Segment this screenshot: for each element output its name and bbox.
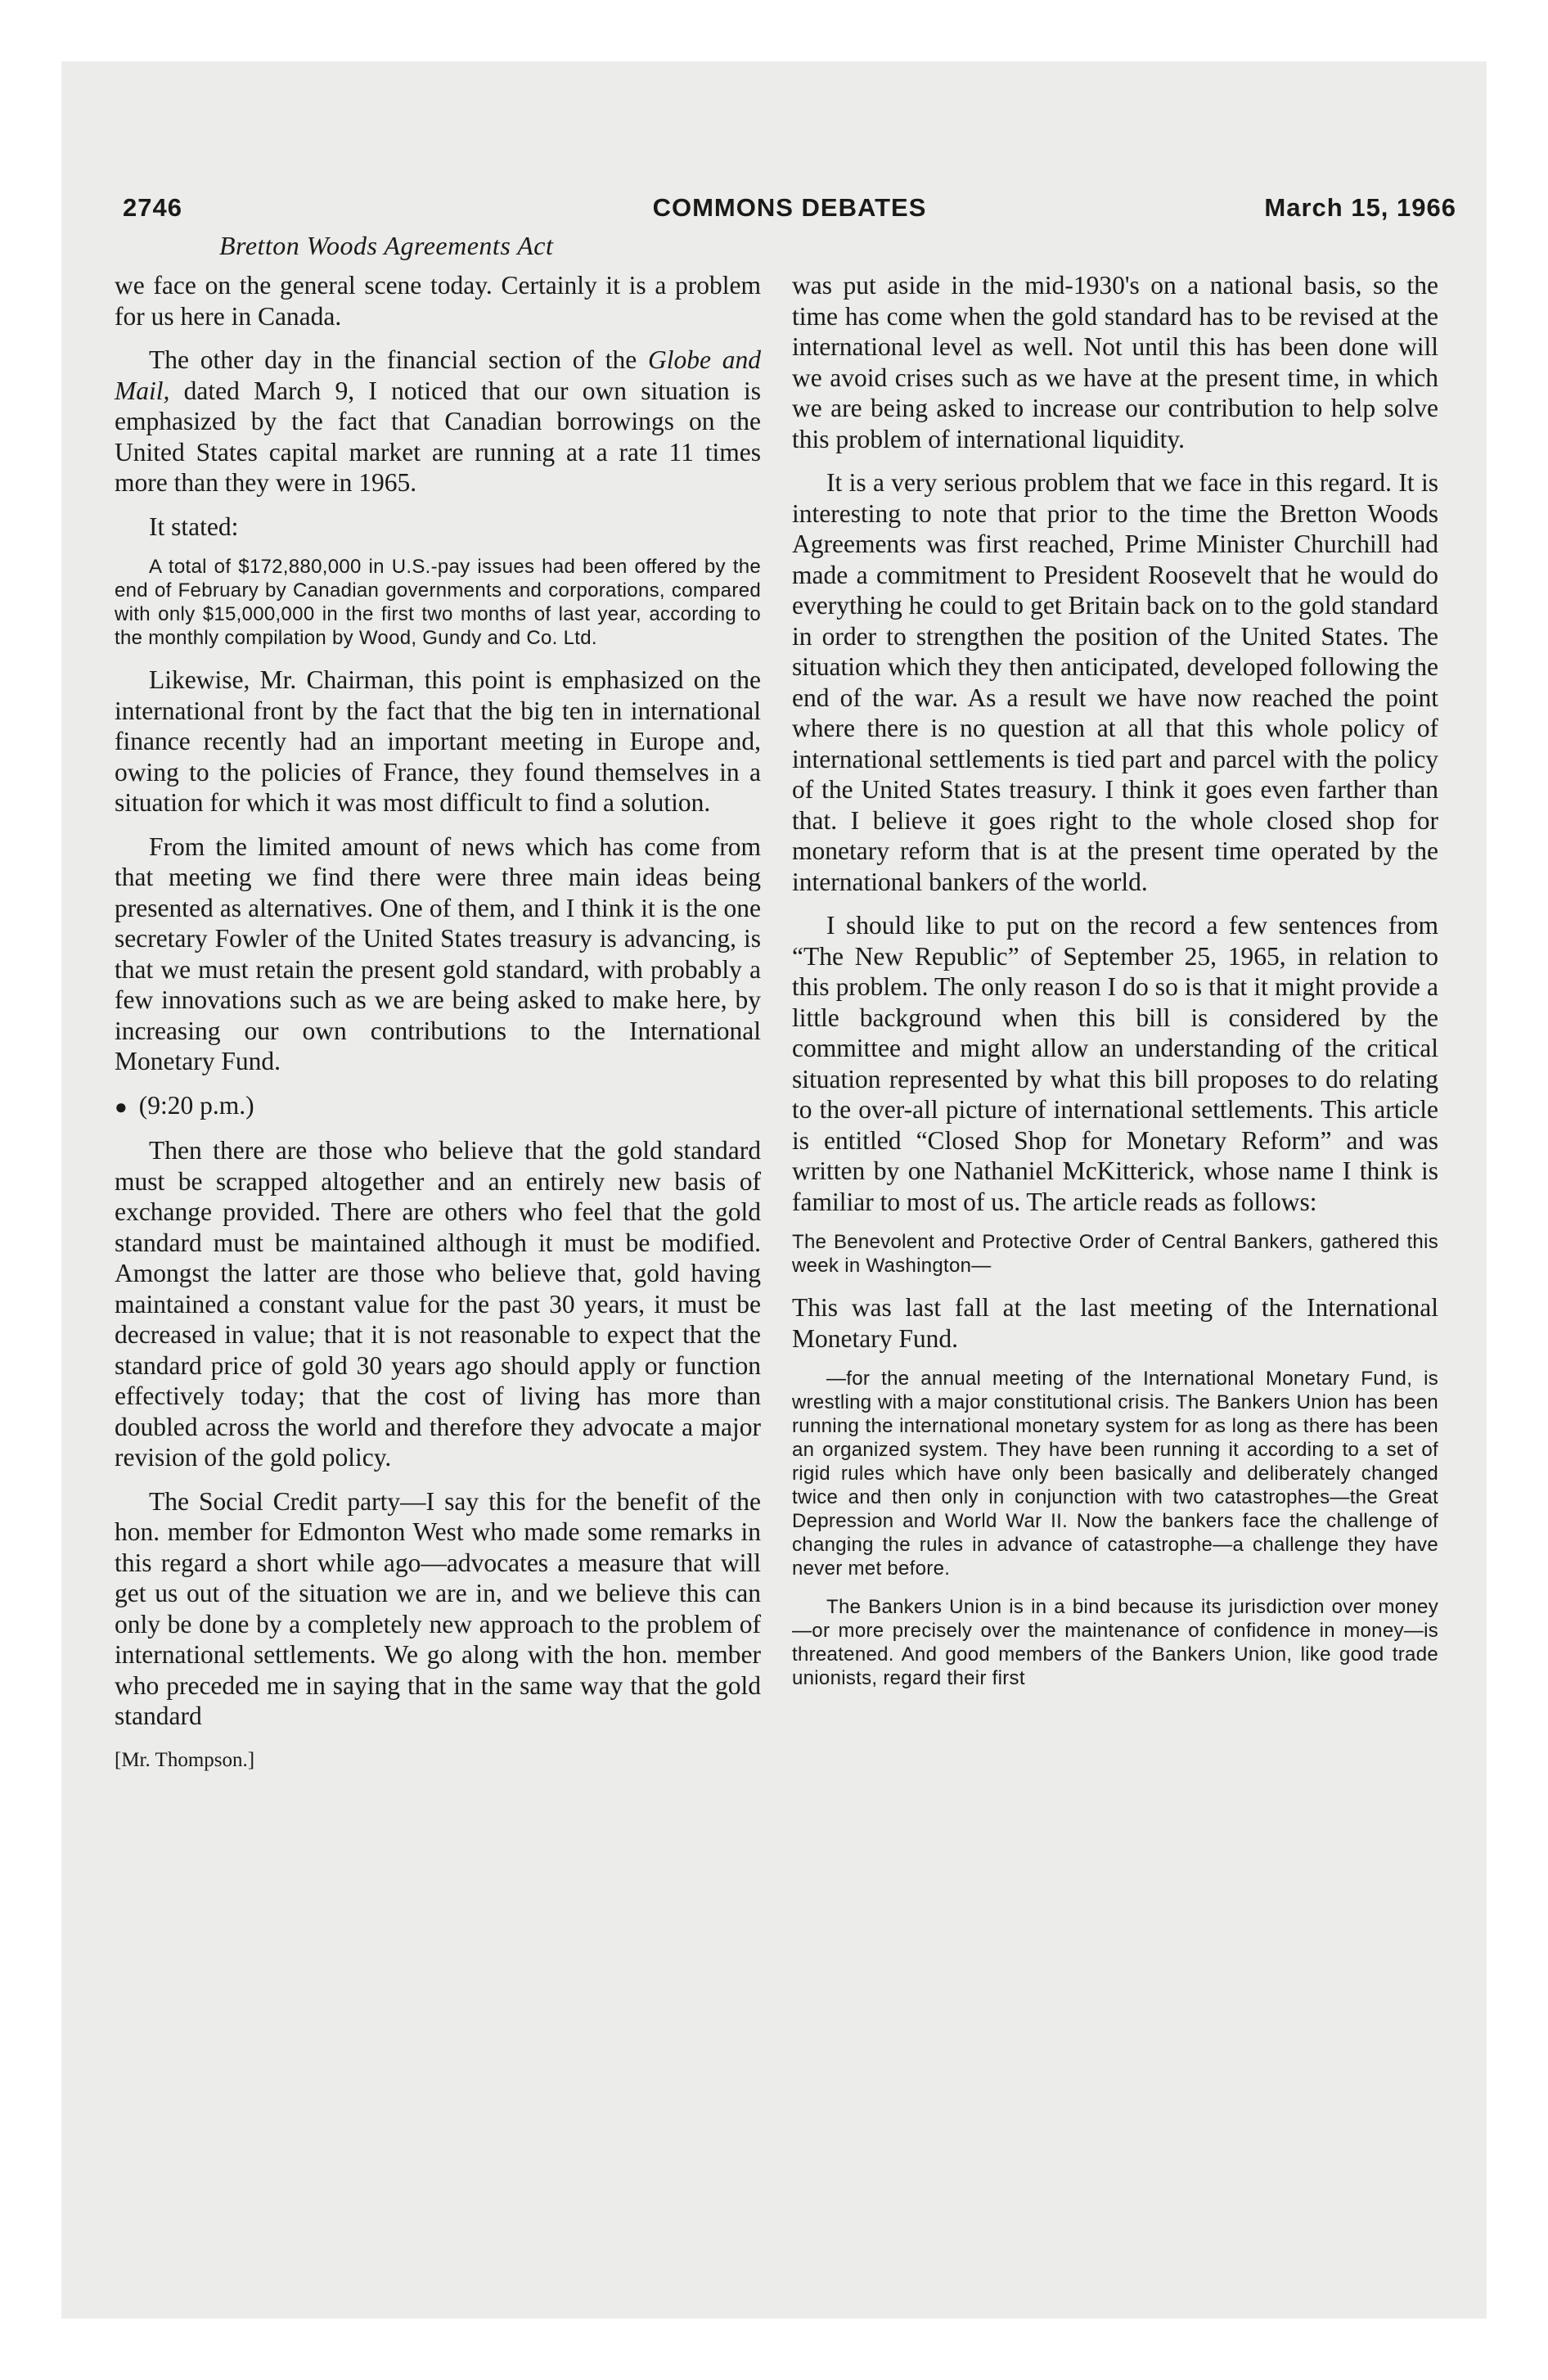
paragraph: It stated: — [149, 512, 239, 541]
paragraph — [115, 345, 761, 498]
page-number: 2746 — [123, 193, 182, 222]
paragraph: Then there are those who believe that the gold standard must be scrapped altogether and an entirely new basis of exchange provided. There are others who feel that the gold standard must be maintained although it must be modified. Amongst the latter are those who believe that, gold having maintained a constant value for the past 30 years, it must be decreased in value; that it is not reasonable to expect that the standard price of gold 30 years ago should apply or function effectively today; that the cost of living has more than doubled across the world and therefore they advocate a major revision of the gold policy. — [115, 1136, 761, 1472]
time-marker — [115, 1090, 761, 1123]
bullet-icon: ● — [115, 1094, 128, 1119]
newspaper-title: Globe and Mail, — [115, 345, 762, 405]
paragraph: This was last fall at the last meeting of the International Monetary Fund. — [792, 1293, 1438, 1353]
paragraph-text: The other day in the financial section of the — [149, 345, 649, 374]
paragraph-text: dated March 9, I noticed that our own situation is emphasized by the fact that Canadian borrowings on the United States capital market are running at a rate 11 times more than they were in 1965. — [115, 376, 761, 497]
paragraph: I should like to put on the record a few sentences from “The New Republic” of September 25, 1965, in relation to this problem. The only reason I do so is that it might provide a little background when this bill is considered by the committee and might allow an understanding of the critical situation represented by what this bill proposes to do relating to the over-all picture of international settlements. This article is entitled “Closed Shop for Monetary Reform” and was written by one Nathaniel McKitterick, whose name I think is familiar to most of us. The article reads as follows: — [792, 911, 1438, 1216]
block-quote: The Bankers Union is in a bind because its jurisdiction over money—or more precisely over the maintenance of confidence in money—is threatened. And good members of the Bankers Union, like good trade unionists, regard their first — [792, 1596, 1438, 1689]
paragraph: Likewise, Mr. Chairman, this point is emphasized on the international front by the fact that the big ten in international finance recently had an important meeting in Europe and, owing to the policies of France, they found themselves in a situation for which it was most difficult to find a solution. — [115, 665, 761, 817]
running-subject: Bretton Woods Agreements Act — [219, 231, 554, 260]
page-date: March 15, 1966 — [1264, 193, 1456, 222]
block-quote: The Benevolent and Protective Order of Central Bankers, gathered this week in Washington— — [792, 1231, 1438, 1277]
paragraph: was put aside in the mid-1930's on a national basis, so the time has come when the gold standard has to be revised at the international level as well. Not until this has been done will we avoid crises such as we have at the present time, in which we are being asked to increase our contribution to help solve this problem of international liquidity. — [792, 271, 1438, 453]
speaker-attribution: [Mr. Thompson.] — [115, 1748, 255, 1771]
block-quote: A total of $172,880,000 in U.S.-pay issues had been offered by the end of February by Canadian governments and corporations, compared with only $15,000,000 in the first two months of last year, according to the monthly compilation by Wood, Gundy and Co. Ltd. — [115, 556, 761, 649]
paragraph: From the limited amount of news which has come from that meeting we find there were three main ideas being presented as alternatives. One of them, and I think it is the one secretary Fowler of the United States treasury is advancing, is that we must retain the present gold standard, with probably a few innovations such as we are being asked to make here, by increasing our own contributions to the International Monetary Fund. — [115, 832, 761, 1075]
paragraph: It is a very serious problem that we face in this regard. It is interesting to note that prior to the time the Bretton Woods Agreements was first reached, Prime Minister Churchill had made a commitment to President Roosevelt that he would do everything he could to get Britain back on to the gold standard in order to strengthen the position of the United States. The situation which they then anticipated, developed following the end of the war. As a result we have now reached the point where there is no question at all that this whole policy of international settlements is tied part and parcel with the policy of the United States treasury. I think it goes even farther than that. I believe it goes right to the whole closed shop for monetary reform that is at the present time operated by the international bankers of the world. — [792, 468, 1438, 896]
right-column — [792, 270, 1438, 1705]
block-quote: —for the annual meeting of the International Monetary Fund, is wrestling with a major constitutional crisis. The Bankers Union has been running the international monetary system for as long as there has been an organized system. They have been running it according to a set of rigid rules which have only been basically and deliberately changed twice and then only in conjunction with two catastrophes—the Great Depression and World War II. Now the bankers face the challenge of changing the rules in advance of catastrophe—a challenge they have never met before. — [792, 1368, 1438, 1580]
time-marker-text: (9:20 p.m.) — [138, 1090, 254, 1120]
left-column — [115, 270, 761, 1788]
paragraph: we face on the general scene today. Certainly it is a problem for us here in Canada. — [115, 271, 761, 331]
page-header — [123, 193, 1456, 234]
paragraph: The Social Credit party—I say this for the benefit of the hon. member for Edmonton West who made some remarks in this regard a short while ago—advocates a measure that will get us out of the situation we are in, and we believe this can only be done by a completely new approach to the problem of international settlements. We go along with the hon. member who preceded me in saying that in the same way that the gold standard — [115, 1486, 761, 1730]
publication-title: COMMONS DEBATES — [652, 193, 927, 222]
